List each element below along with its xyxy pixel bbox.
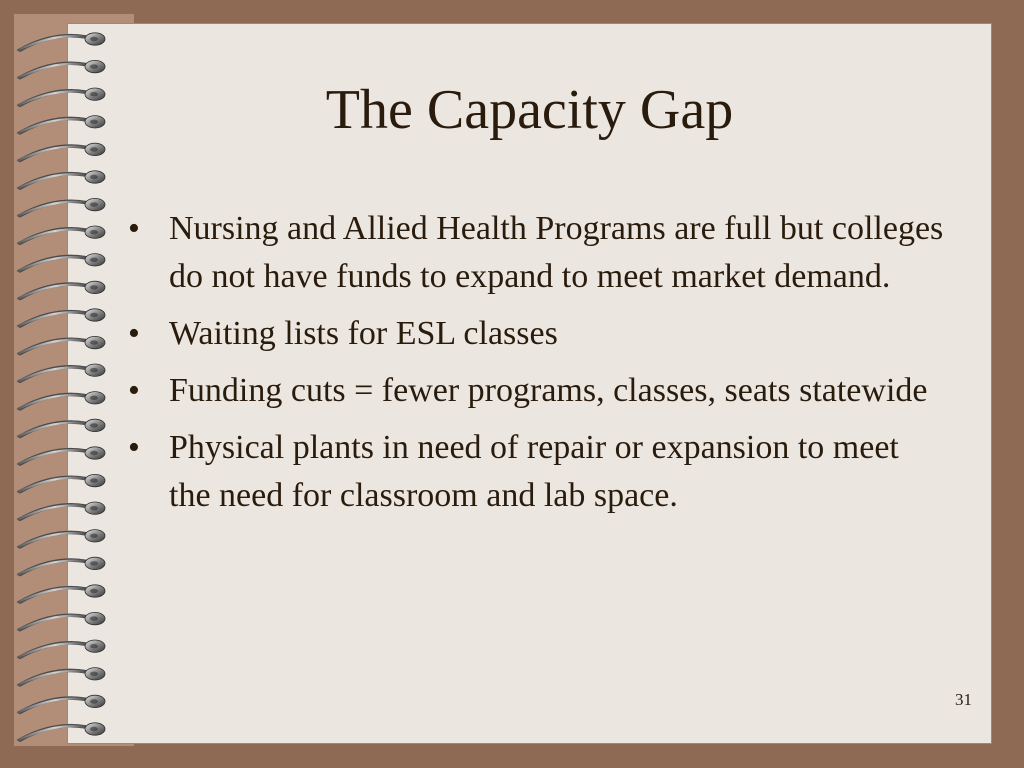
bullet-text: Physical plants in need of repair or expansion to meet the need for classroom and lab space. bbox=[169, 429, 899, 514]
slide-title: The Capacity Gap bbox=[325, 79, 734, 141]
bullet-icon: • bbox=[128, 210, 140, 247]
bullet-icon: • bbox=[128, 372, 140, 409]
spiral-ring-icon bbox=[18, 612, 105, 629]
bullet-item bbox=[128, 424, 948, 520]
spiral-ring-icon bbox=[18, 474, 105, 491]
spiral-ring-icon bbox=[18, 281, 105, 298]
bullet-item bbox=[128, 367, 948, 415]
bullet-icon: • bbox=[128, 315, 140, 352]
spiral-ring-icon bbox=[18, 695, 105, 712]
spiral-ring-icon bbox=[18, 585, 105, 602]
spiral-ring-icon bbox=[18, 198, 105, 215]
spiral-ring-icon bbox=[18, 723, 105, 740]
bullet-list bbox=[128, 205, 948, 529]
slide-number: 31 bbox=[955, 690, 972, 709]
spiral-ring-icon bbox=[18, 226, 105, 243]
spiral-ring-icon bbox=[18, 502, 105, 519]
spiral-ring-icon bbox=[18, 171, 105, 188]
bullet-text: Funding cuts = fewer programs, classes, seats statewide bbox=[169, 372, 928, 409]
spiral-ring-icon bbox=[18, 364, 105, 381]
bullet-icon: • bbox=[128, 429, 140, 466]
bullet-text: Waiting lists for ESL classes bbox=[169, 315, 558, 352]
spiral-ring-icon bbox=[18, 336, 105, 353]
spiral-ring-icon bbox=[18, 557, 105, 574]
spiral-ring-icon bbox=[18, 254, 105, 271]
bullet-item bbox=[128, 205, 948, 301]
spiral-ring-icon bbox=[18, 640, 105, 657]
spiral-ring-icon bbox=[18, 419, 105, 436]
spiral-ring-icon bbox=[18, 668, 105, 685]
bullet-text: Nursing and Allied Health Programs are full but colleges do not have funds to expand to meet market demand. bbox=[169, 210, 944, 295]
spiral-ring-icon bbox=[18, 392, 105, 409]
spiral-ring-icon bbox=[18, 309, 105, 326]
spiral-ring-icon bbox=[18, 447, 105, 464]
spiral-ring-icon bbox=[18, 530, 105, 547]
bullet-item bbox=[128, 310, 948, 358]
spiral-ring-icon bbox=[18, 33, 105, 50]
